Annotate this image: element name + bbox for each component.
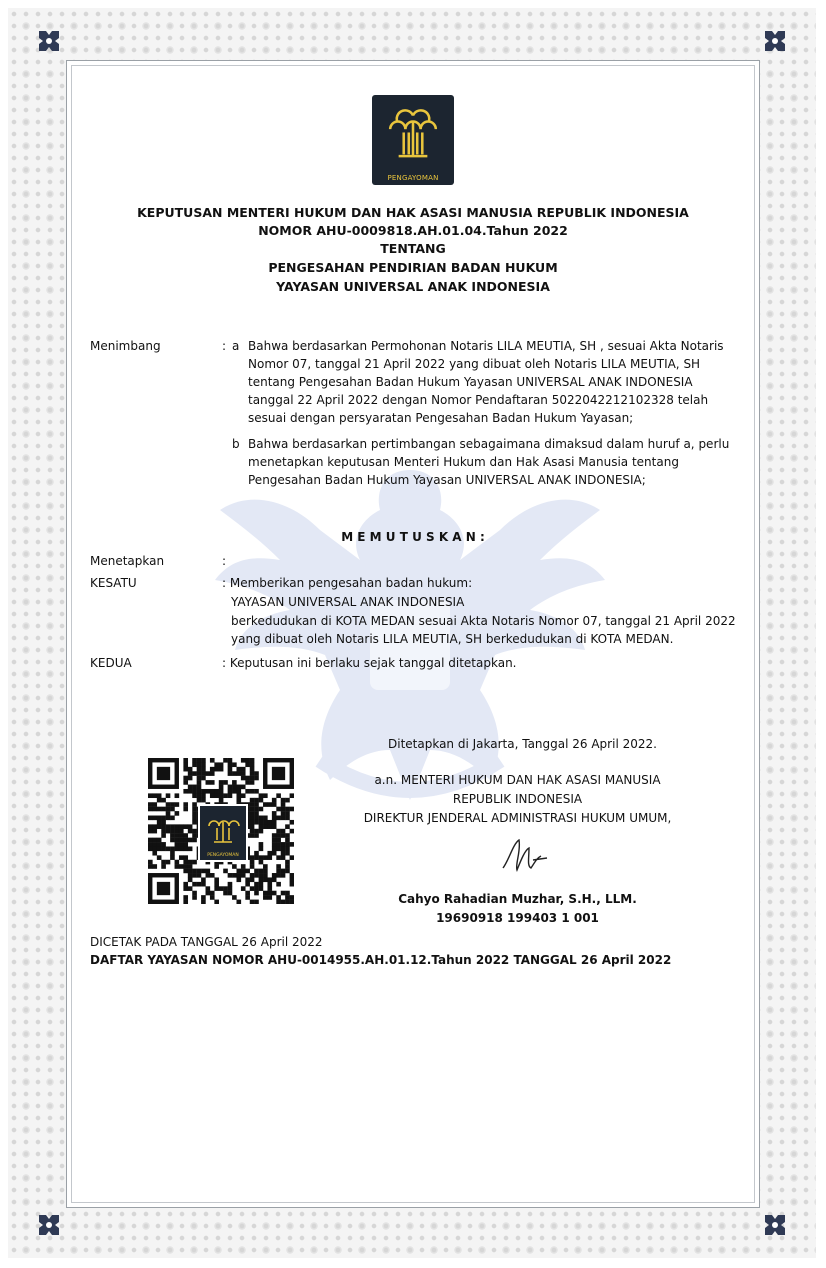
on-behalf-line-2: REPUBLIK INDONESIA bbox=[452, 792, 583, 806]
decree-number: NOMOR AHU-0009818.AH.01.04.Tahun 2022 bbox=[258, 223, 568, 238]
title-line-1: KEPUTUSAN MENTERI HUKUM DAN HAK ASASI MANUSIA REPUBLIK INDONESIA bbox=[137, 205, 689, 220]
place-and-date: Ditetapkan di Jakarta, Tanggal 26 April 2022. bbox=[388, 737, 657, 751]
menimbang-a-line: tentang Pengesahan Badan Hukum Yayasan UNIVERSAL ANAK INDONESIA bbox=[248, 375, 693, 389]
qr-center-logo bbox=[198, 804, 248, 862]
menimbang-a-line: Nomor 07, tanggal 21 April 2022 yang dibuat oleh Notaris LILA MEUTIA, SH bbox=[248, 357, 701, 371]
menimbang-a-text bbox=[248, 337, 736, 427]
on-behalf-line-1: a.n. MENTERI HUKUM DAN HAK ASASI MANUSIA bbox=[374, 773, 661, 787]
kesatu-line: yang dibuat oleh Notaris LILA MEUTIA, SH berkedudukan di KOTA MEDAN. bbox=[231, 632, 674, 646]
menimbang-label: Menimbang bbox=[90, 339, 161, 353]
register-number: DAFTAR YAYASAN NOMOR AHU-0014955.AH.01.12.Tahun 2022 TANGGAL 26 April 2022 bbox=[90, 953, 672, 967]
kesatu-label: KESATU bbox=[90, 576, 137, 590]
printed-date: DICETAK PADA TANGGAL 26 April 2022 bbox=[90, 935, 323, 949]
menimbang-a-line: tanggal 22 April 2022 dengan Nomor Pendaftaran 5022042212102328 telah bbox=[248, 393, 709, 407]
kesatu-line: : Memberikan pengesahan badan hukum: bbox=[222, 576, 473, 590]
kesatu-line: berkedudukan di KOTA MEDAN sesuai Akta Notaris Nomor 07, tanggal 21 April 2022 bbox=[231, 614, 736, 628]
title-tentang: TENTANG bbox=[380, 241, 446, 256]
memutuskan-heading: M E M U T U S K A N : bbox=[341, 530, 485, 544]
kesatu-line: YAYASAN UNIVERSAL ANAK INDONESIA bbox=[231, 595, 465, 609]
menimbang-b-line: Bahwa berdasarkan pertimbangan sebagaimana dimaksud dalam huruf a, perlu bbox=[248, 437, 730, 451]
menimbang-colon: : bbox=[222, 339, 227, 353]
menimbang-b-text bbox=[248, 435, 736, 489]
pengayoman-logo bbox=[372, 95, 454, 185]
title-foundation-name: YAYASAN UNIVERSAL ANAK INDONESIA bbox=[276, 279, 550, 294]
signer-nip: 19690918 199403 1 001 bbox=[436, 911, 599, 925]
menimbang-a-marker: a bbox=[232, 339, 240, 353]
menetapkan-colon: : bbox=[222, 554, 227, 568]
handwritten-signature bbox=[495, 830, 555, 880]
title-subject: PENGESAHAN PENDIRIAN BADAN HUKUM bbox=[268, 260, 558, 275]
signer-position: DIREKTUR JENDERAL ADMINISTRASI HUKUM UMUM, bbox=[363, 811, 672, 825]
menimbang-b-marker: b bbox=[232, 437, 240, 451]
qr-logo-caption: PENGAYOMAN bbox=[207, 853, 239, 858]
logo-caption: PENGAYOMAN bbox=[387, 174, 439, 182]
signer-name: Cahyo Rahadian Muzhar, S.H., LLM. bbox=[398, 892, 637, 906]
menimbang-a-line: sesuai dengan persyaratan Pengesahan Badan Hukum Yayasan; bbox=[248, 411, 634, 425]
menetapkan-label: Menetapkan bbox=[90, 554, 165, 568]
kedua-label: KEDUA bbox=[90, 656, 132, 670]
menimbang-b-line: Pengesahan Badan Hukum Yayasan UNIVERSAL ANAK INDONESIA; bbox=[248, 473, 646, 487]
qr-code bbox=[148, 758, 294, 904]
corner-ornament-top-left bbox=[36, 28, 62, 54]
corner-ornament-bottom-left bbox=[36, 1212, 62, 1238]
menimbang-b-line: menetapkan keputusan Menteri Hukum dan Hak Asasi Manusia tentang bbox=[248, 455, 679, 469]
menimbang-a-line: Bahwa berdasarkan Permohonan Notaris LILA MEUTIA, SH , sesuai Akta Notaris bbox=[248, 339, 724, 353]
corner-ornament-bottom-right bbox=[762, 1212, 788, 1238]
corner-ornament-top-right bbox=[762, 28, 788, 54]
kedua-text: : Keputusan ini berlaku sejak tanggal ditetapkan. bbox=[222, 656, 517, 670]
